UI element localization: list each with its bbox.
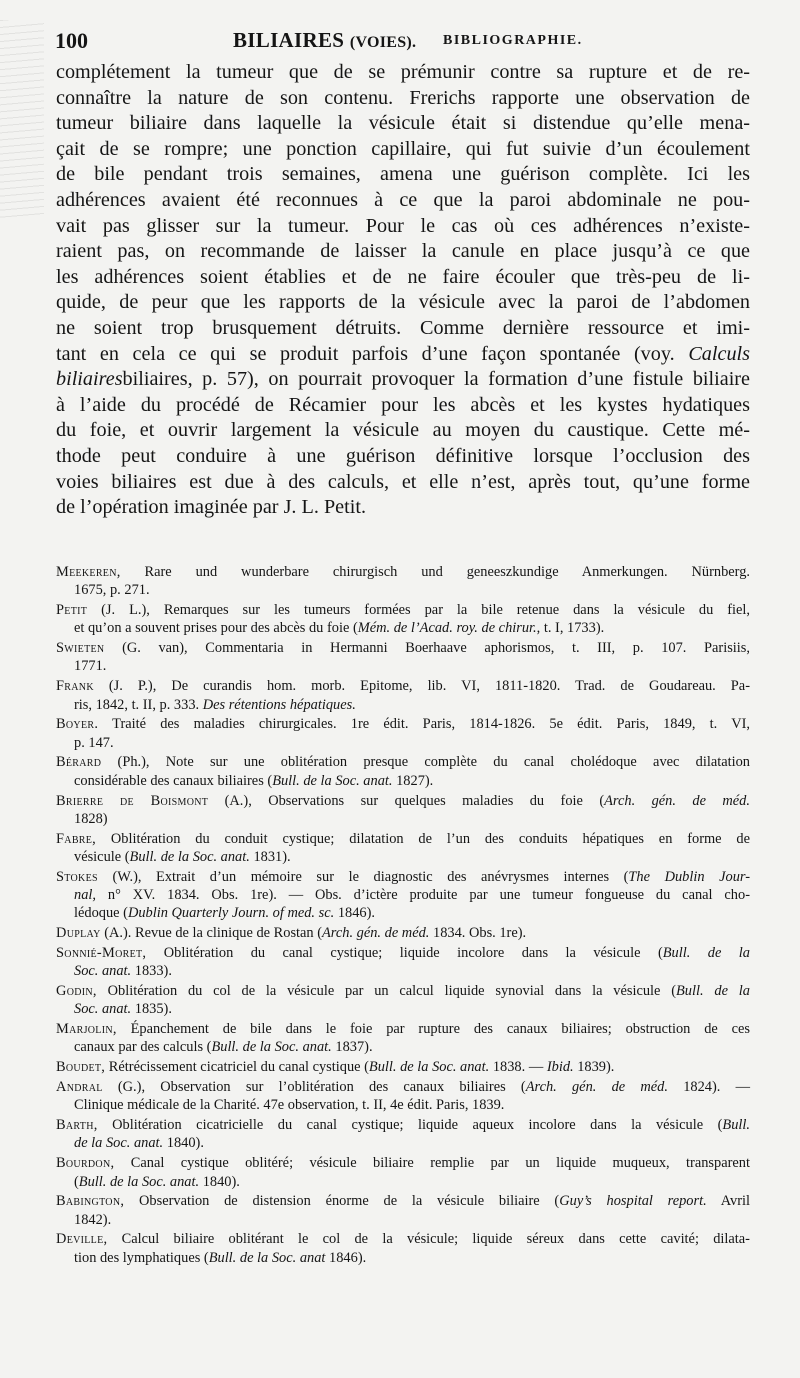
entry-author: Godin, <box>56 983 97 1000</box>
entry-text: (G. van), Commentaria in Hermanni Boerhaave aphorismos, t. III, p. 107. Parisiis, <box>122 640 750 657</box>
entry-source: Guy’s hospital report. <box>559 1193 707 1210</box>
entry-text: (G.), Observation sur l’oblitération des canaux biliaires ( <box>117 1079 526 1096</box>
entry-text: 1833). <box>134 963 172 980</box>
entry-text: 1842). <box>74 1211 112 1228</box>
entry-text: Oblitération du col de la vésicule par un calcul liquide synovial dans la vésicule ( <box>107 983 677 1000</box>
entry-text: Canal cystique oblitéré; vésicule biliaire remplie par un liquide muqueux, transparent <box>130 1155 750 1172</box>
entry-source: Soc. anat. <box>74 963 132 980</box>
entry-line <box>56 1058 750 1076</box>
entry-text: n° XV. 1834. Obs. 1re). — Obs. d’ictère produite par une tumeur fongueuse du canal cho- <box>107 887 750 904</box>
entry-source: Des rétentions hépatiques. <box>202 696 356 713</box>
entry-text: (J. L.), Remarques sur les tumeurs formées par la bile retenue dans la vésicule du fiel, <box>101 602 750 619</box>
margin-ink-marks <box>0 20 44 220</box>
entry-source: Bull. de la Soc. anat. <box>129 848 250 865</box>
bibliography-entry <box>56 563 750 600</box>
bibliography-entry <box>56 792 750 829</box>
entry-line <box>56 772 750 790</box>
entry-line <box>56 619 750 637</box>
entry-author: Petit <box>56 602 88 619</box>
entry-text: lédoque ( <box>74 905 128 922</box>
entry-author: Meekeren, <box>56 564 121 580</box>
entry-text: 1846). <box>329 1249 367 1266</box>
entry-text: Épanchement de bile dans le foie par rupture des canaux biliaires; obstruction de ces <box>130 1021 750 1038</box>
bibliography-entry <box>56 1058 750 1076</box>
bibliography-entry <box>56 830 750 867</box>
entry-text: 1824). — <box>683 1079 750 1096</box>
entry-source: Arch. gén. de méd. <box>604 792 750 809</box>
entry-line <box>56 1230 750 1248</box>
entry-text: (J. P.), De curandis hom. morb. Epitome, lib. VI, 1811-1820. Trad. de Goudareau. Pa- <box>108 678 750 695</box>
entry-line <box>56 848 750 866</box>
entry-text: Rétrécissement cicatriciel du canal cystique ( <box>108 1059 369 1076</box>
entry-author: Deville, <box>56 1231 108 1248</box>
entry-line <box>56 563 750 581</box>
body-line: tumeur biliaire dans laquelle la vésicule était si distendue qu’elle mena- <box>56 112 750 135</box>
running-title <box>233 28 416 53</box>
entry-source: Ibid. <box>546 1059 574 1076</box>
bibliography-entry <box>56 1230 750 1267</box>
entry-author: Bérard <box>56 754 102 771</box>
entry-text: (Ph.), Note sur une oblitération presque complète du canal cholédoque avec dilatation <box>117 754 750 771</box>
entry-source: Bull. <box>722 1117 750 1134</box>
entry-source: Dublin Quarterly Journ. of med. sc. <box>127 905 335 922</box>
entry-author: Boudet, <box>56 1059 106 1076</box>
entry-source: Bull. de la <box>676 983 750 1000</box>
body-line-text: biliaires, p. 57), on pourrait provoquer la formation d’une fistule biliaire <box>122 368 750 391</box>
entry-line <box>56 1000 750 1018</box>
entry-text: 1835). <box>134 1001 172 1018</box>
entry-author: Duplay <box>56 925 101 942</box>
entry-author: Babington, <box>56 1193 125 1210</box>
bibliography-entry <box>56 1078 750 1115</box>
body-paragraph <box>56 60 750 521</box>
entry-line <box>56 886 750 904</box>
entry-author: Swieten <box>56 640 105 657</box>
body-line: quide, de peur que les rapports de la vésicule avec la paroi de l’abdomen <box>56 291 750 314</box>
entry-source: Mém. de l’Acad. roy. de chirur. <box>357 620 537 637</box>
entry-text: (A.), Observations sur quelques maladies du foie ( <box>224 792 605 809</box>
entry-line <box>56 924 750 942</box>
entry-author: Bourdon, <box>56 1155 115 1172</box>
entry-source: Bull. de la Soc. anat. <box>368 1059 490 1076</box>
entry-text: p. 147. <box>74 734 114 751</box>
body-line: vait pas glisser sur la tumeur. Pour le cas où ces adhérences n’existe- <box>56 214 750 237</box>
body-line-with-italic <box>56 367 750 393</box>
entry-line <box>56 944 750 962</box>
entry-text: Oblitération cicatricielle du canal cystique; liquide aqueux incolore dans la vésicule ( <box>112 1117 723 1134</box>
entry-line <box>56 753 750 771</box>
entry-text: vésicule ( <box>74 848 130 865</box>
body-line: à l’aide du procédé de Récamier pour les abcès et les kystes hydatiques <box>56 393 750 416</box>
entry-line <box>56 1173 750 1191</box>
entry-text: 1838. — <box>492 1059 544 1076</box>
entry-author: Barth, <box>56 1117 98 1134</box>
body-line: du foie, et ouvrir largement la vésicule au moyen du caustique. Cette mé- <box>56 419 750 442</box>
entry-author: Sonnié-Moret, <box>56 944 147 961</box>
entry-author: Brierre de Boismont <box>56 792 209 809</box>
entry-text: (A.). Revue de la clinique de Rostan ( <box>104 925 323 942</box>
italic-biliaires: biliaires <box>56 368 123 391</box>
bibliography-entry <box>56 1116 750 1153</box>
entry-line <box>56 601 750 619</box>
section-title: BIBLIOGRAPHIE. <box>443 33 583 48</box>
entry-text: Avril <box>720 1193 750 1210</box>
bibliography-entry <box>56 1020 750 1057</box>
entry-author: Frank <box>56 678 94 695</box>
bibliography-entry <box>56 601 750 638</box>
entry-source: nal, <box>74 887 96 904</box>
bibliography-entry <box>56 753 750 790</box>
entry-text: Rare und wunderbare chirurgisch und geneeszkundige Anmerkungen. Nürnberg. <box>144 564 750 580</box>
entry-text: Calcul biliaire oblitérant le col de la vésicule; liquide séreux dans cette cavité; dilata- <box>121 1231 750 1248</box>
bibliography-entry <box>56 715 750 752</box>
entry-text: 1828) <box>74 810 108 827</box>
entry-author: Boyer. <box>56 716 99 733</box>
italic-calculs: Calculs <box>688 342 751 365</box>
entry-text: 1831). <box>253 848 291 865</box>
body-line: les adhérences soient établies et de ne faire écouler que très-peu de li- <box>56 265 750 288</box>
running-title-main: BILIAIRES <box>233 28 345 52</box>
bibliography-entry <box>56 1154 750 1191</box>
entry-text: tion des lymphatiques ( <box>74 1249 209 1266</box>
bibliography-entry <box>56 1192 750 1229</box>
entry-text: ris, 1842, t. II, p. 333. <box>74 696 200 713</box>
entry-author: Andral <box>56 1079 103 1096</box>
entry-text: 1675, p. 271. <box>74 582 150 599</box>
entry-author: Marjolin, <box>56 1021 117 1038</box>
entry-text: et qu’on a souvent prises pour des abcès du foie ( <box>74 620 358 637</box>
entry-line <box>56 1192 750 1210</box>
entry-text: , t. I, 1733). <box>536 620 605 637</box>
entry-text: considérable des canaux biliaires ( <box>74 772 273 789</box>
body-line: ne soient trop brusquement détruits. Comme dernière ressource et imi- <box>56 316 750 339</box>
body-line: çait de se rompre; une ponction capillaire, qui fut suivie d’un écoulement <box>56 137 750 160</box>
bibliography-list <box>56 563 750 1268</box>
page-header <box>55 28 755 58</box>
body-line: de bile pendant trois semaines, amena une guérison complète. Ici les <box>56 163 750 186</box>
entry-text: Traité des maladies chirurgicales. 1re édit. Paris, 1814-1826. 5e édit. Paris, 1849, t. VI, <box>112 716 750 733</box>
entry-line <box>56 1134 750 1152</box>
entry-source: de la Soc. anat. <box>74 1135 164 1152</box>
running-title-paren: (VOIES). <box>349 34 417 51</box>
entry-text: 1839). <box>577 1059 615 1076</box>
bibliography-entry <box>56 868 750 923</box>
body-line: voies biliaires est due à des calculs, et elle n’est, après tout, qu’une forme <box>56 470 750 493</box>
entry-line <box>56 1116 750 1134</box>
entry-source: Soc. anat. <box>74 1001 132 1018</box>
entry-text: 1771. <box>74 658 107 675</box>
entry-line <box>56 1154 750 1172</box>
entry-text: (W.), Extrait d’un mémoire sur le diagnostic des anévrysmes internes ( <box>112 868 629 885</box>
entry-source: Arch. gén. de méd. <box>525 1079 668 1096</box>
bibliography-entry <box>56 677 750 714</box>
entry-line <box>56 677 750 695</box>
bibliography-entry <box>56 944 750 981</box>
body-line: connaître la nature de son contenu. Frerichs rapporte une observation de <box>56 86 750 109</box>
entry-line <box>56 1020 750 1038</box>
bibliography-entry <box>56 982 750 1019</box>
entry-source: Bull. de la Soc. anat <box>208 1249 326 1266</box>
entry-author: Stokes <box>56 868 98 885</box>
body-line: thode peut conduire à une guérison définitive lorsque l’occlusion des <box>56 444 750 467</box>
entry-line <box>56 696 750 714</box>
entry-source: Bull. de la Soc. anat. <box>211 1039 332 1056</box>
entry-source: The Dublin Jour- <box>628 868 750 885</box>
entry-line <box>56 792 750 810</box>
entry-text: 1840). <box>166 1135 204 1152</box>
entry-text: Clinique médicale de la Charité. 47e observation, t. II, 4e édit. Paris, 1839. <box>74 1097 505 1114</box>
entry-line <box>56 1038 750 1056</box>
entry-line <box>56 1249 750 1267</box>
entry-text: Oblitération du conduit cystique; dilatation de l’un des conduits hépatiques en forme de <box>110 830 750 847</box>
entry-text: 1834. Obs. 1re). <box>433 925 527 942</box>
entry-text: 1827). <box>396 772 434 789</box>
body-line-text: tant en cela ce qui se produit parfois d’une façon spontanée (voy. <box>56 342 675 365</box>
body-line: de l’opération imaginée par J. L. Petit. <box>56 496 367 519</box>
entry-line <box>56 830 750 848</box>
entry-line <box>56 868 750 886</box>
body-line: raient pas, on recommande de laisser la canule en place jusqu’à ce que <box>56 240 750 263</box>
entry-text: 1846). <box>337 905 375 922</box>
entry-text: 1837). <box>335 1039 373 1056</box>
page-number: 100 <box>55 28 88 53</box>
entry-line <box>56 904 750 922</box>
body-line: adhérences avaient été reconnues à ce que la paroi abdominale ne pou- <box>56 188 750 211</box>
entry-text: Oblitération du canal cystique; liquide incolore dans la vésicule ( <box>163 944 663 961</box>
entry-line <box>56 962 750 980</box>
entry-source: Bull. de la <box>662 944 750 961</box>
bibliography-entry <box>56 924 750 942</box>
entry-line <box>56 639 750 657</box>
entry-text: ( <box>74 1173 79 1190</box>
entry-text: Observation de distension énorme de la vésicule biliaire ( <box>139 1193 560 1210</box>
entry-source: Bull. de la Soc. anat. <box>78 1173 200 1190</box>
entry-line <box>56 715 750 733</box>
entry-author: Fabre, <box>56 830 97 847</box>
entry-line <box>56 1078 750 1096</box>
entry-text: 1840). <box>202 1173 240 1190</box>
entry-line <box>56 982 750 1000</box>
bibliography-entry <box>56 639 750 676</box>
entry-source: Bull. de la Soc. anat. <box>272 772 393 789</box>
entry-source: Arch. gén. de méd. <box>322 925 430 942</box>
body-line: complétement la tumeur que de se prémunir contre sa rupture et de re- <box>56 61 750 83</box>
body-line-with-italic <box>56 342 750 368</box>
entry-text: canaux par des calculs ( <box>74 1039 212 1056</box>
